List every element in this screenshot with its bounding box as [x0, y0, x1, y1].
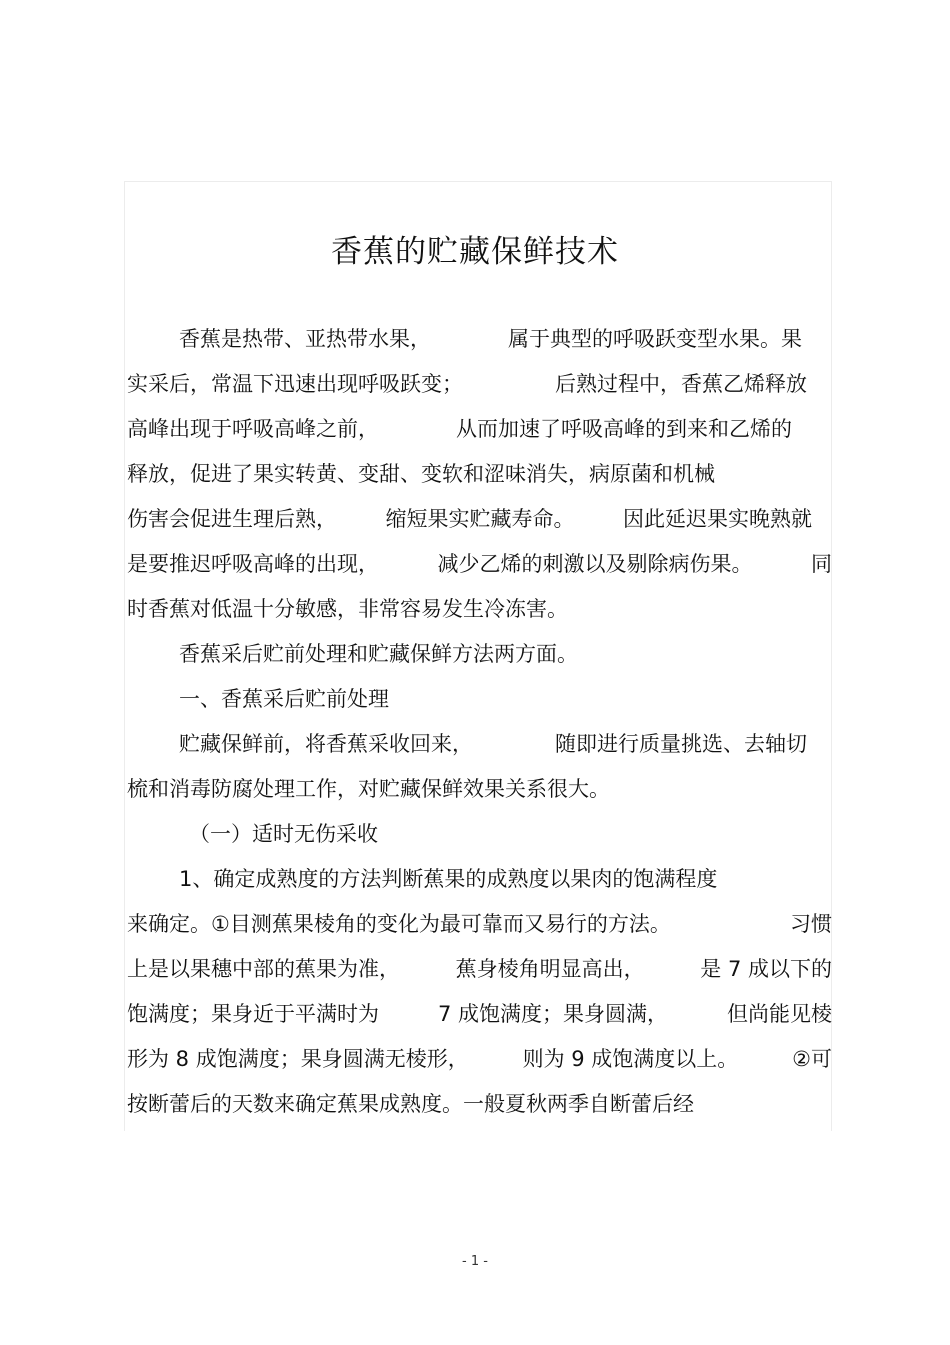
text-segment: 属于典型的呼吸跃变型水果。果	[508, 327, 802, 351]
text-segment: 随即进行质量挑选、去轴切	[555, 732, 807, 756]
paragraph-line: 时香蕉对低温十分敏感，非常容易发生冷冻害。	[127, 597, 568, 621]
paragraph-line: 1、确定成熟度的方法判断蕉果的成熟度以果肉的饱满程度	[179, 867, 718, 891]
text-segment: 但尚能见棱	[726, 1002, 832, 1026]
section-heading: 一、香蕉采后贮前处理	[179, 687, 389, 711]
paragraph-line	[127, 549, 832, 579]
text-segment: 缩短果实贮藏寿命。	[385, 507, 575, 531]
text-segment: 香蕉是热带、亚热带水果，	[179, 327, 431, 351]
paragraph-line: 释放，促进了果实转黄、变甜、变软和涩味消失，病原菌和机械	[127, 462, 715, 486]
document-title: 香蕉的贮藏保鲜技术	[331, 234, 619, 270]
text-segment: ②可	[792, 1047, 832, 1071]
text-segment: 饱满度；果身近于平满时为	[127, 1002, 379, 1026]
text-segment: 减少乙烯的刺激以及剔除病伤果。	[437, 552, 753, 576]
text-segment: 从而加速了呼吸高峰的到来和乙烯的	[456, 417, 792, 441]
paragraph-line	[127, 1044, 832, 1074]
text-segment: 则为 9 成饱满度以上。	[522, 1047, 739, 1071]
paragraph-line	[127, 369, 832, 399]
text-segment: 蕉身棱角明显高出，	[455, 957, 645, 981]
paragraph-line	[127, 414, 832, 444]
text-segment: 习惯	[790, 912, 832, 936]
text-segment: 上是以果穗中部的蕉果为准，	[127, 957, 400, 981]
paragraph-line	[127, 954, 832, 984]
paragraph-line: 梳和消毒防腐处理工作，对贮藏保鲜效果关系很大。	[127, 777, 610, 801]
text-segment: 伤害会促进生理后熟，	[127, 507, 337, 531]
subsection-heading: （一）适时无伤采收	[189, 822, 378, 846]
text-segment: 后熟过程中，香蕉乙烯释放	[555, 372, 807, 396]
text-segment: 实采后，常温下迅速出现呼吸跃变；	[127, 372, 463, 396]
paragraph-line	[127, 729, 832, 759]
text-segment: 来确定。①目测蕉果棱角的变化为最可靠而又易行的方法。	[127, 912, 671, 936]
text-segment: 同	[811, 552, 832, 576]
text-segment: 是要推迟呼吸高峰的出现，	[127, 552, 379, 576]
text-segment: 因此延迟果实晚熟就	[623, 507, 812, 531]
paragraph-line	[127, 909, 832, 939]
text-segment: 贮藏保鲜前，将香蕉采收回来，	[179, 732, 473, 756]
paragraph-line	[127, 324, 832, 354]
paragraph-line	[127, 504, 832, 534]
paragraph-line	[127, 999, 832, 1029]
text-segment: 是 7 成以下的	[700, 957, 832, 981]
page-number: - 1 -	[462, 1254, 488, 1269]
paragraph-line: 香蕉采后贮前处理和贮藏保鲜方法两方面。	[179, 642, 578, 666]
text-segment: 高峰出现于呼吸高峰之前，	[127, 417, 379, 441]
text-segment: 7 成饱满度；果身圆满，	[437, 1002, 669, 1026]
text-segment: 形为 8 成饱满度；果身圆满无棱形，	[127, 1047, 469, 1071]
paragraph-line: 按断蕾后的天数来确定蕉果成熟度。一般夏秋两季自断蕾后经	[127, 1092, 694, 1116]
